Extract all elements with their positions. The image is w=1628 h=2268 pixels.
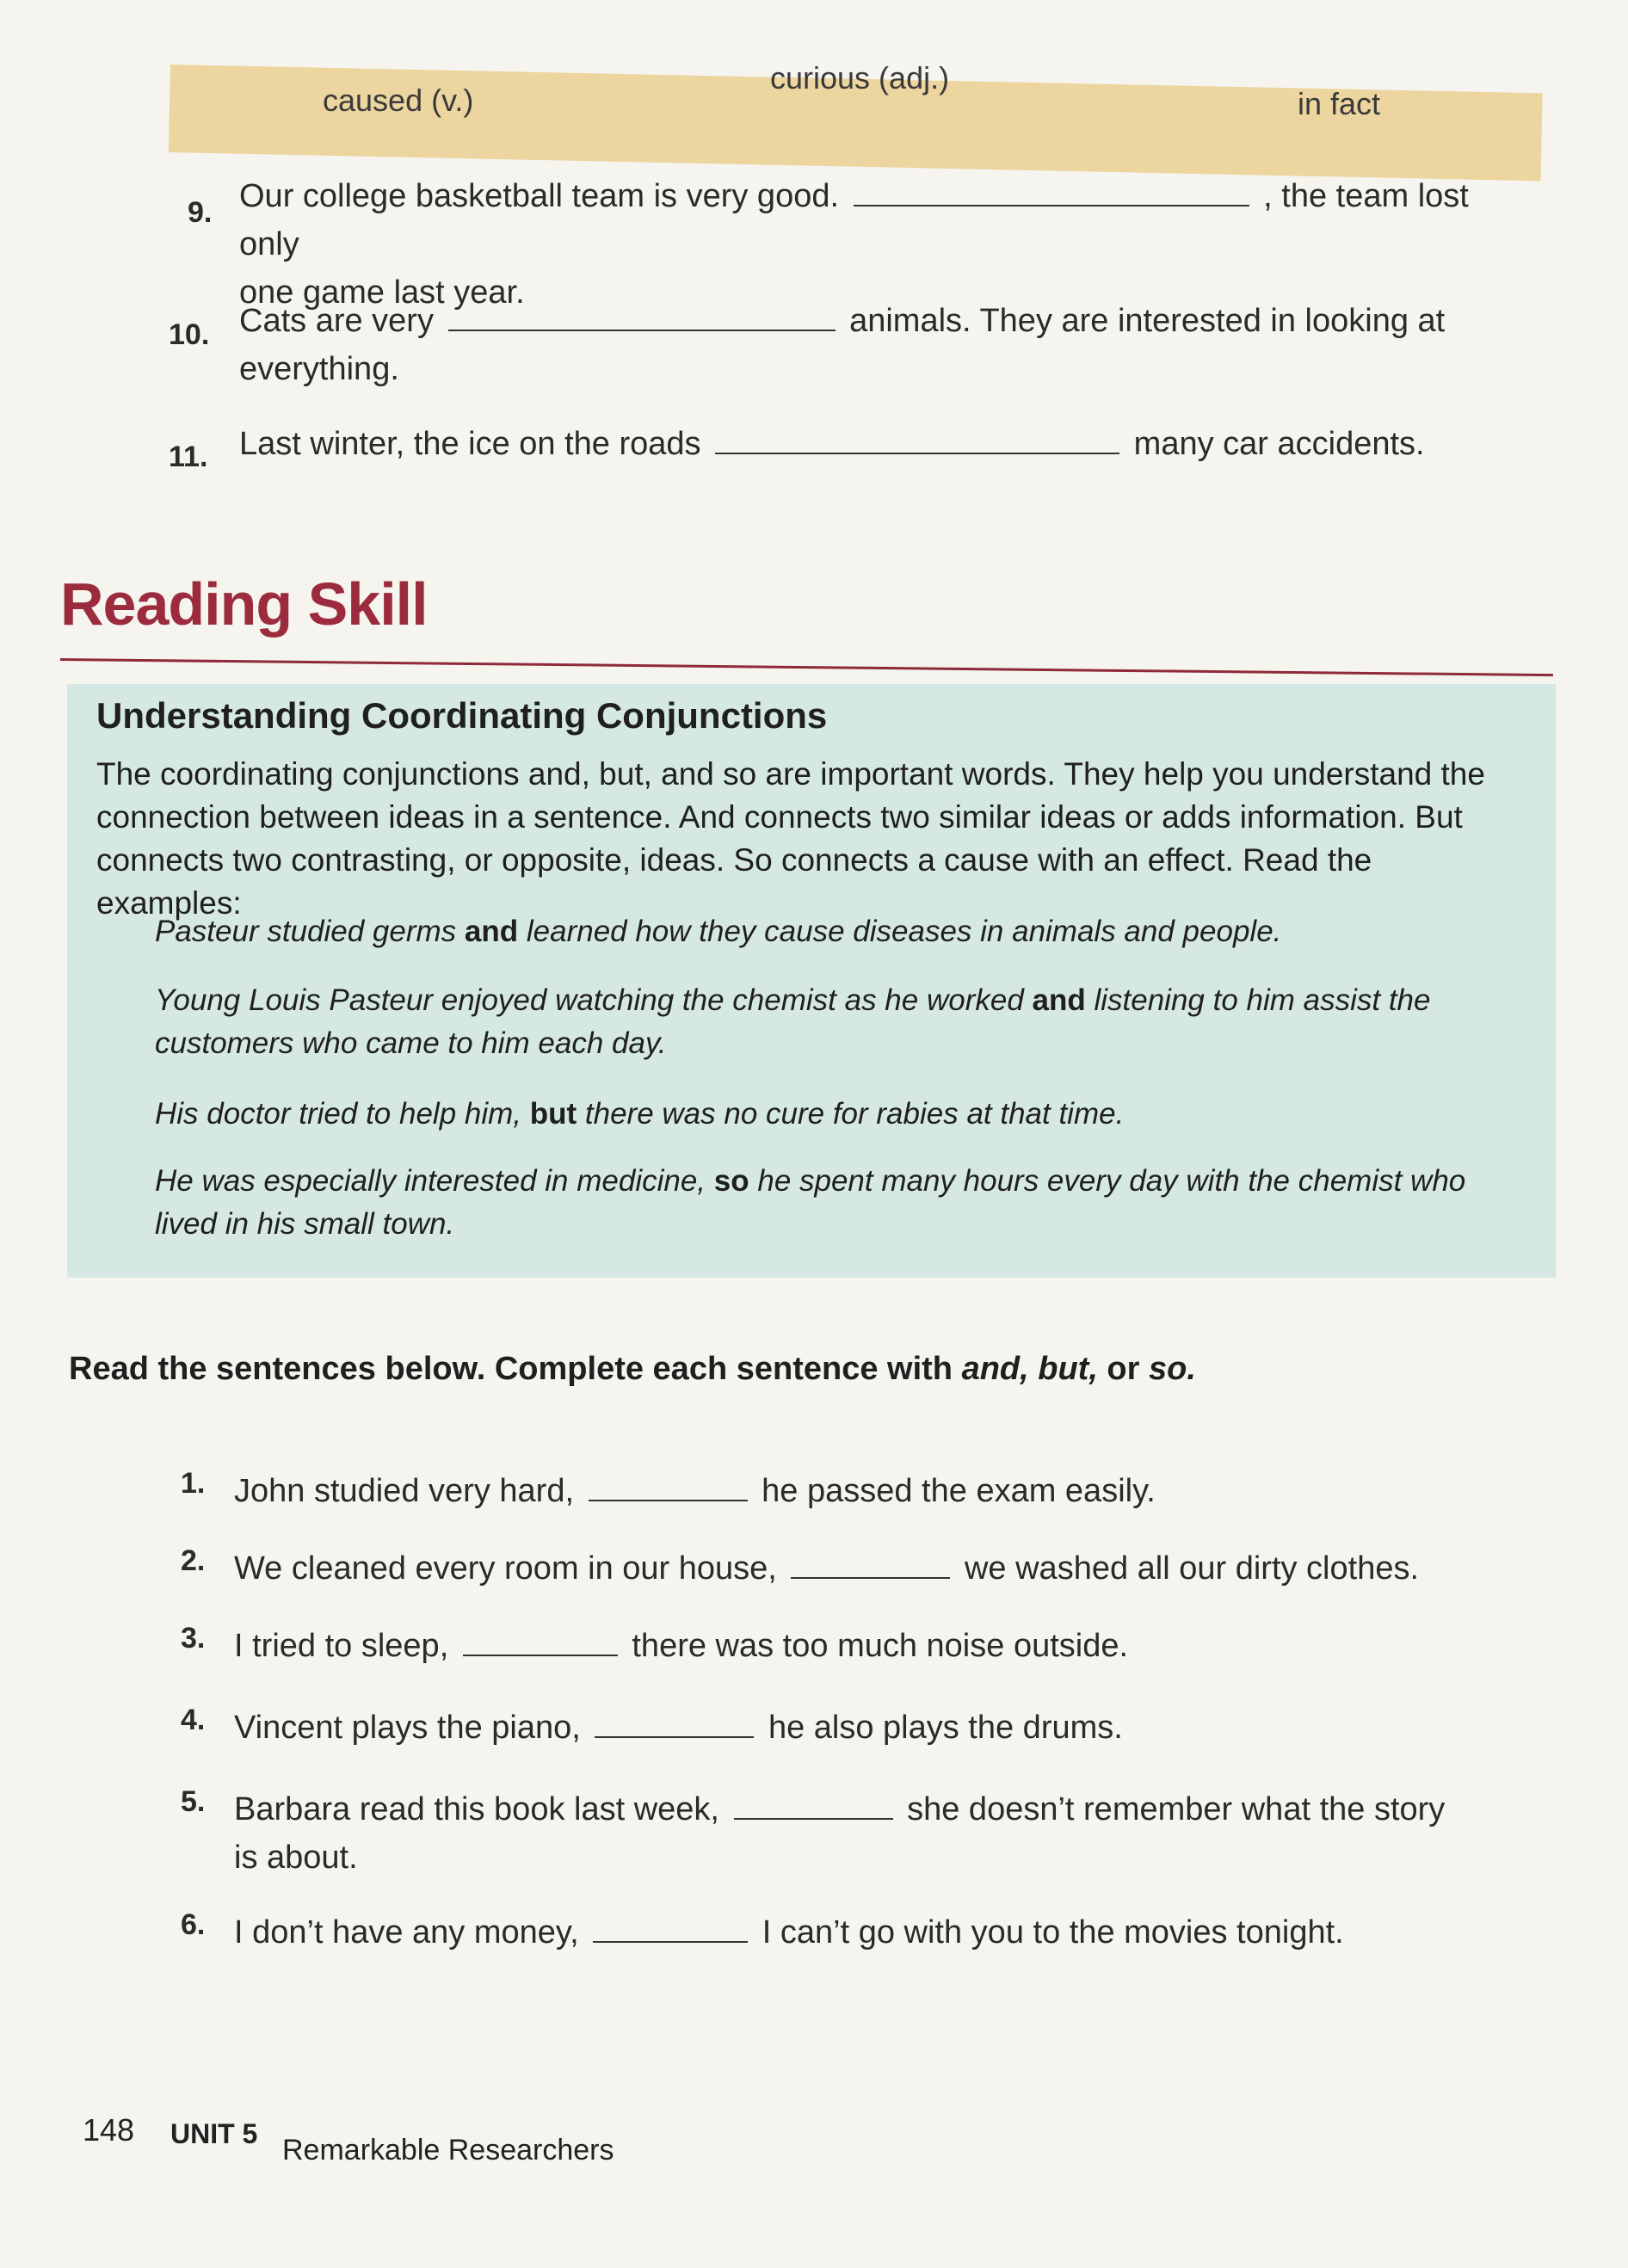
example-text: He was especially interested in medicine, [155, 1164, 714, 1198]
item-number: 6. [181, 1908, 206, 1941]
word-caused: caused (v.) [323, 83, 474, 118]
skill-paragraph: The coordinating conjunctions and, but, and so are important words. They help you understand the connection between ideas in a sentence. And connects two similar ideas or adds information. But connects two contrasting, or opposite, ideas. So connects a cause with an effect. Read the examples: [96, 756, 1485, 921]
example-sentence [155, 979, 1463, 1065]
conjunction: and [464, 915, 519, 948]
example-sentence [155, 910, 1532, 953]
exercise-item-6 [234, 1908, 1542, 1957]
unit-title: Remarkable Researchers [282, 2134, 614, 2166]
page-number: 148 [83, 2112, 135, 2148]
item-text: , the team lost only [239, 178, 1469, 262]
item-text: she doesn’t remember what the story [907, 1791, 1446, 1827]
item-text: many car accidents. [1133, 426, 1425, 462]
answer-blank[interactable] [734, 1817, 893, 1820]
item-number: 3. [181, 1622, 206, 1655]
example-sentence [155, 1093, 1532, 1136]
conjunction: and [1032, 983, 1086, 1017]
example-text: His doctor tried to help him, [155, 1097, 530, 1131]
example-text: there was no cure for rabies at that time. [577, 1097, 1125, 1131]
item-text: I tried to sleep, [234, 1628, 449, 1664]
item-number: 2. [181, 1544, 206, 1577]
item-text: Vincent plays the piano, [234, 1710, 581, 1746]
exercise-item-3 [234, 1622, 1542, 1670]
example-text: listening to him assist the customers who came to him each day. [155, 983, 1431, 1060]
item-text: Barbara read this book last week, [234, 1791, 719, 1827]
item-text: he passed the exam easily. [762, 1473, 1156, 1509]
conjunction: so [713, 1164, 749, 1198]
item-text: there was too much noise outside. [632, 1628, 1129, 1664]
instruction-text: or [1097, 1351, 1149, 1387]
unit-label: UNIT 5 [170, 2118, 258, 2149]
skill-heading: Understanding Coordinating Conjunctions [96, 695, 828, 736]
instruction-words: so. [1149, 1351, 1196, 1387]
answer-blank[interactable] [791, 1576, 950, 1579]
item-text: animals. They are interested in looking at [849, 303, 1446, 339]
section-divider [60, 658, 1553, 676]
item-number: 9. [188, 196, 213, 229]
answer-blank[interactable] [854, 204, 1249, 206]
exercise-item-2 [234, 1544, 1542, 1593]
answer-blank[interactable] [463, 1654, 618, 1656]
example-text: Young Louis Pasteur enjoyed watching the chemist as he worked [155, 983, 1033, 1017]
item-text: we washed all our dirty clothes. [964, 1550, 1420, 1587]
conjunction: but [529, 1097, 577, 1131]
item-text: he also plays the drums. [768, 1710, 1123, 1746]
item-text: is about. [234, 1840, 358, 1876]
answer-blank[interactable] [595, 1735, 754, 1738]
item-number: 1. [181, 1467, 206, 1500]
item-number: 4. [181, 1704, 206, 1736]
vocab-item-11 [239, 420, 1530, 468]
item-text: Last winter, the ice on the roads [239, 426, 701, 462]
example-text: learned how they cause diseases in animals and people. [518, 915, 1282, 948]
answer-blank[interactable] [589, 1499, 748, 1501]
exercise-item-1 [234, 1467, 1542, 1515]
answer-blank[interactable] [593, 1940, 748, 1943]
section-title: Reading Skill [60, 570, 428, 638]
item-text: We cleaned every room in our house, [234, 1550, 777, 1587]
exercise-item-4 [234, 1704, 1542, 1752]
item-text: I can’t go with you to the movies tonight. [762, 1914, 1344, 1951]
item-number: 5. [181, 1785, 206, 1818]
item-text: Our college basketball team is very good. [239, 178, 840, 214]
item-text: John studied very hard, [234, 1473, 575, 1509]
vocab-item-9 [239, 172, 1530, 317]
item-text: one game last year. [239, 274, 525, 311]
item-number: 10. [169, 318, 210, 351]
example-sentence [155, 1160, 1532, 1246]
vocab-item-10 [239, 297, 1530, 393]
item-text: Cats are very [239, 303, 434, 339]
instruction-text: Read the sentences below. Complete each sentence with [69, 1351, 962, 1387]
item-number: 11. [169, 441, 208, 473]
exercise-item-5 [234, 1785, 1542, 1882]
instruction-words: and, but, [961, 1351, 1098, 1387]
word-in-fact: in fact [1298, 86, 1381, 121]
answer-blank[interactable] [448, 329, 836, 331]
word-curious: curious (adj.) [770, 60, 950, 96]
item-text: everything. [239, 351, 399, 387]
example-text: Pasteur studied germs [155, 915, 465, 948]
item-text: I don’t have any money, [234, 1914, 579, 1951]
answer-blank[interactable] [715, 452, 1119, 454]
example-text: he spent many hours every day with the chemist who lived in his small town. [155, 1164, 1466, 1241]
exercise-instruction [69, 1351, 1196, 1388]
